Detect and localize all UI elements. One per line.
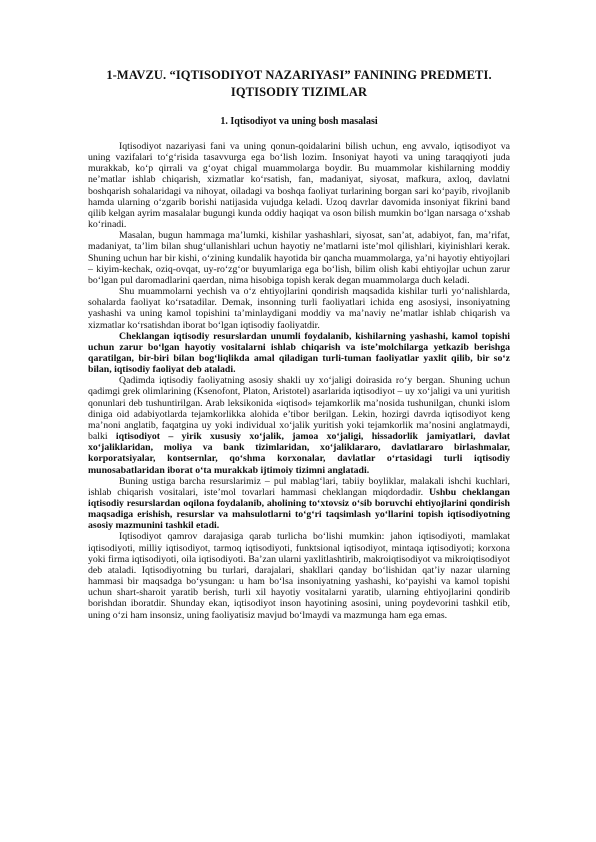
paragraph-1: Iqtisodiyot nazariyasi fani va uning qonun-qoidalarini bilish uchun, eng avvalo, iqtisodiyot va uning vazifalari to‘g‘risida tasavvurga ega bo‘lish lozim. Insoniyat hayoti va uning taraqqiyoti juda murakkab, ko‘p qirrali va g‘oyat chigal muammolarga boydir. Bu muammolar kishilarning moddiy ne’matlar ishlab chiqarish, xizmatlar ko‘rsatish, fan, madaniyat, siyosat, mafkura, axloq, davlatni boshqarish sohalaridagi va nihoyat, oiladagi va boshqa faoliyat turlarining borgan sari ko‘payib, rivojlanib hamda ularning o‘zgarib borishi natijasida vujudga keladi. Uzoq davrlar davomida insoniyat fikrini band qilib kelgan ayrim masalalar bugungi kunda oddiy haqiqat va oson bilish mumkin bo‘lgan narsaga o‘xshab ko‘rinadi. xyxy=(88,141,510,231)
title-line-2: IQTISODIY TIZIMLAR xyxy=(230,85,368,99)
paragraph-4-definition: Cheklangan iqtisodiy resurslardan unumli foydalanib, kishilarning yashashi, kamol topishi uchun zarur bo‘lgan hayotiy vositalarni ishlab chiqarish va iste’molchilarga yetkazib berishga qaratilgan, bir-biri bilan bog‘liqlikda amal qiladigan turli-tuman faoliyatlar yaxlit qilib, bir so‘z bilan, iqtisodiy faoliyat deb ataladi. xyxy=(88,330,510,376)
paragraph-5 xyxy=(88,375,510,475)
paragraph-5-text: Qadimda iqtisodiy faoliyatning asosiy shakli uy xo‘jaligi doirasida ro‘y bergan. Shuning uchun qadimgi grek olimlarining (Ksenofont, Platon, Aristotel) asarlarida iqtisodiyot – uy xo‘jaligi va uni yuritish qonunlari deb tushuntirilgan. Arab leksikonida «iqtisod» tejamkorlik ma’nosida tushunilgan, chunki islom diniga oid adabiyotlarda tejamkorlikka alohida e’tibor berilgan. Lekin, hozirgi davrda iqtisodiyot keng ma’noni anglatib, faqatgina uy yoki individual xo‘jalik yuritish yoki tejamkorlik ma’nosini anglatmaydi, balki xyxy=(88,375,510,443)
paragraph-5-emphasis: iqtisodiyot – yirik xususiy xo‘jalik, jamoa xo‘jaligi, hissadorlik jamiyatlari, davlat xo‘jaliklaridan, moliya va bank tizimlaridan, xo‘jaliklararo, davlatlararo birlashmalar, korporatsiyalar, kontsernlar, qo‘shma korxonalar, davlatlar o‘rtasidagi turli iqtisodiy munosabatlaridan iborat o‘ta murakkab ijtimoiy tizimni anglatadi. xyxy=(88,431,510,476)
paragraph-6-text: Buning ustiga barcha resurslarimiz – pul mablag‘lari, tabiiy boyliklar, malakali ishchi kuchlari, ishlab chiqarish vositalari, iste’mol tovarlari hammasi cheklangan miqdordadir. xyxy=(88,475,510,498)
paragraph-6 xyxy=(88,476,510,532)
document-title xyxy=(88,67,510,101)
section-heading: 1. Iqtisodiyot va uning bosh masalasi xyxy=(220,116,378,127)
title-line-1: 1-MAVZU. “IQTISODIYOT NAZARIYASI” FANINING PREDMETI. xyxy=(106,68,492,82)
paragraph-2: Masalan, bugun hammaga ma’lumki, kishilar yashashlari, siyosat, san’at, adabiyot, fan, ma’rifat, madaniyat, ta’lim bilan shug‘ullanishlari uchun hayotiy ne’matlarni iste’mol qilishlari, kiyinishlari kerak. Shuning uchun har bir kishi, o‘zining kundalik hayotida bir qancha muammolarga, ya’ni hayotiy ehtiyojlari – kiyim-kechak, oziq-ovqat, uy-ro‘zg‘or buyumlariga ega bo‘lish, bilim olish kabi ehtiyojlar uchun zarur bo‘lgan pul daromadlarini qaerdan, nima hisobiga topish kerak degan muammolarga duch keladi. xyxy=(88,230,510,286)
paragraph-7: Iqtisodiyot qamrov darajasiga qarab turlicha bo‘lishi mumkin: jahon iqtisodiyoti, mamlakat iqtisodiyoti, milliy iqtisodiyot, tarmoq iqtisodiyoti, funktsional iqtisodiyot, mintaqa iqtisodiyoti; korxona yoki firma iqtisodiyoti, oila iqtisodiyoti. Ba’zan ularni yaxlitlashtirib, makroiqtisodiyot va mikroiqtisodiyot deb ataladi. Iqtisodiyotning bu turlari, darajalari, shakllari qanday bo‘lishidan qat’iy nazar ularning hammasi bir maqsadga bo‘ysungan: u ham bo‘lsa insoniyatning yashashi, ko‘payishi va kamol topishi uchun shart-sharoit yaratib berish, turli xil hayotiy vositalarni yaratib, ularning ehtiyojlarini qondirib borishdan iboratdir. Shunday ekan, iqtisodiyot inson hayotining asosini, uning poydevorini tashkil etib, uning o‘zi ham insonsiz, uning faoliyatisiz mavjud bo‘lmaydi va mazmunga ham ega emas. xyxy=(88,531,510,621)
paragraph-3: Shu muammolarni yechish va o‘z ehtiyojlarini qondirish maqsadida kishilar turli yo‘nalishlarda, sohalarda faoliyat ko‘rsatadilar. Demak, insonning turli faoliyatlari ichida eng asosiysi, insoniyatning yashashi va uning kamol topishini ta’minlaydigani moddiy va ma’naviy ne’matlar ishlab chiqarish va xizmatlar ko‘rsatishdan iborat bo‘lgan iqtisodiy faoliyatdir. xyxy=(88,286,510,331)
paragraph-6-emphasis: Ushbu cheklangan iqtisodiy resurslardan oqilona foydalanib, aholining to‘xtovsiz o‘sib boruvchi ehtiyojlarini qondirish maqsadiga erishish, resurslar va mahsulotlarni to‘g‘ri taqsimlash yo‘llarini topish iqtisodiyotning asosiy mazmunini tashkil etadi. xyxy=(88,486,511,532)
